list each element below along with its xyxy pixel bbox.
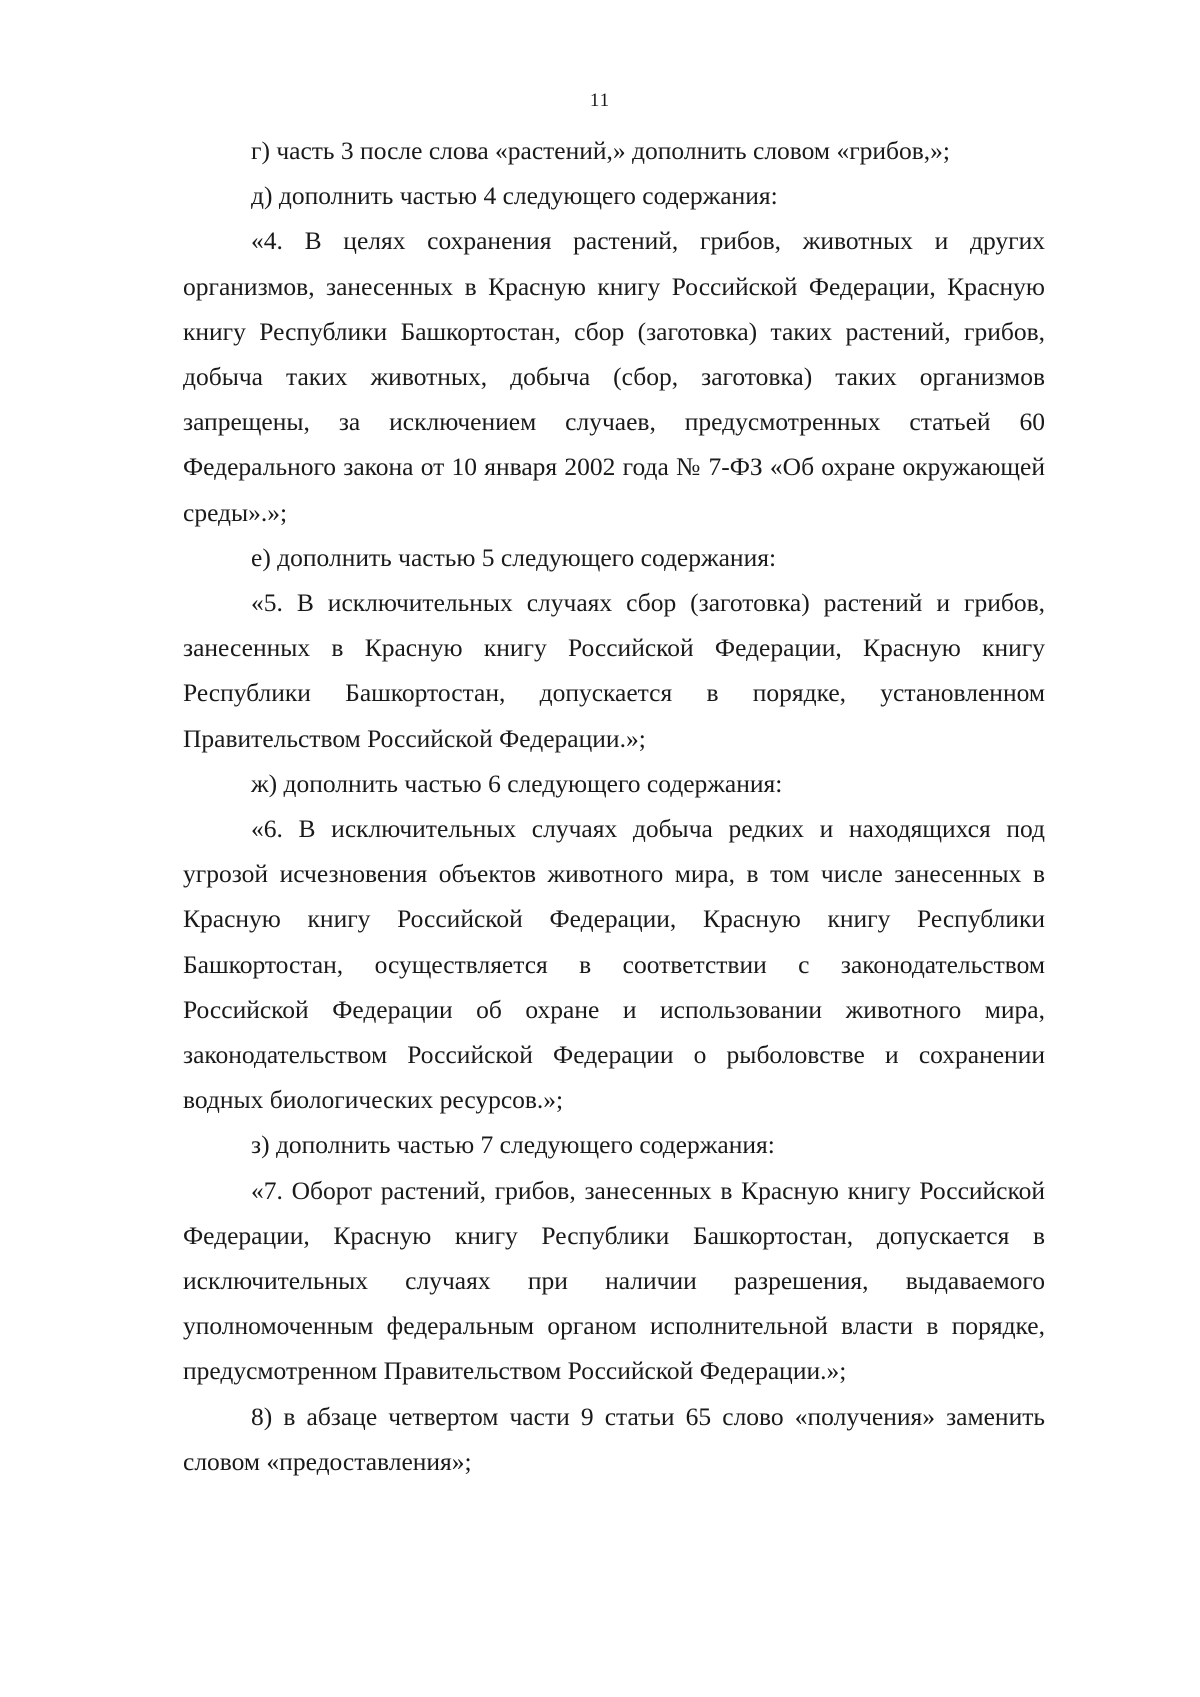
paragraph-g: г) часть 3 после слова «растений,» дополнить словом «грибов,»; [251, 136, 951, 165]
paragraph-zh: ж) дополнить частью 6 следующего содержания: [251, 768, 783, 798]
page-number: 11 [589, 90, 611, 111]
paragraph-part-7: «7. Оборот растений, грибов, занесенных в Красную книгу Российской Федерации, Красную книгу Республики Башкортостан, допускается в исключительных случаях при наличии разрешения, выдаваемого уполномоченным федеральным органом исполнительной власти в порядке, предусмотренном Правительством Российской Федерации.»; [183, 1175, 1045, 1386]
paragraph-d: д) дополнить частью 4 следующего содержания: [251, 181, 778, 211]
document-body [183, 128, 1045, 1484]
paragraph-e: е) дополнить частью 5 следующего содержания: [251, 542, 777, 572]
paragraph-z: з) дополнить частью 7 следующего содержания: [251, 1130, 775, 1160]
paragraph-item-8: 8) в абзаце четвертом части 9 статьи 65 слово «получения» заменить словом «предоставления»; [183, 1401, 1045, 1476]
paragraph-part-5: «5. В исключительных случаях сбор (заготовка) растений и грибов, занесенных в Красную книгу Российской Федерации, Красную книгу Республики Башкортостан, допускается в порядке, установленном Правительством Российской Федерации.»; [183, 588, 1045, 753]
paragraph-part-6: «6. В исключительных случаях добыча редких и находящихся под угрозой исчезновения объектов животного мира, в том числе занесенных в Красную книгу Российской Федерации, Красную книгу Республики Башкортостан, осуществляется в соответствии с законодательством Российской Федерации об охране и использовании животного мира, законодательством Российской Федерации о рыболовстве и сохранении водных биологических ресурсов.»; [183, 814, 1045, 1115]
paragraph-part-4: «4. В целях сохранения растений, грибов, животных и других организмов, занесенных в Красную книгу Российской Федерации, Красную книгу Республики Башкортостан, сбор (заготовка) таких растений, грибов, добыча таких животных, добыча (сбор, заготовка) таких организмов запрещены, за исключением случаев, предусмотренных статьей 60 Федерального закона от 10 января 2002 года № 7-ФЗ «Об охране окружающей среды».»; [183, 226, 1045, 527]
